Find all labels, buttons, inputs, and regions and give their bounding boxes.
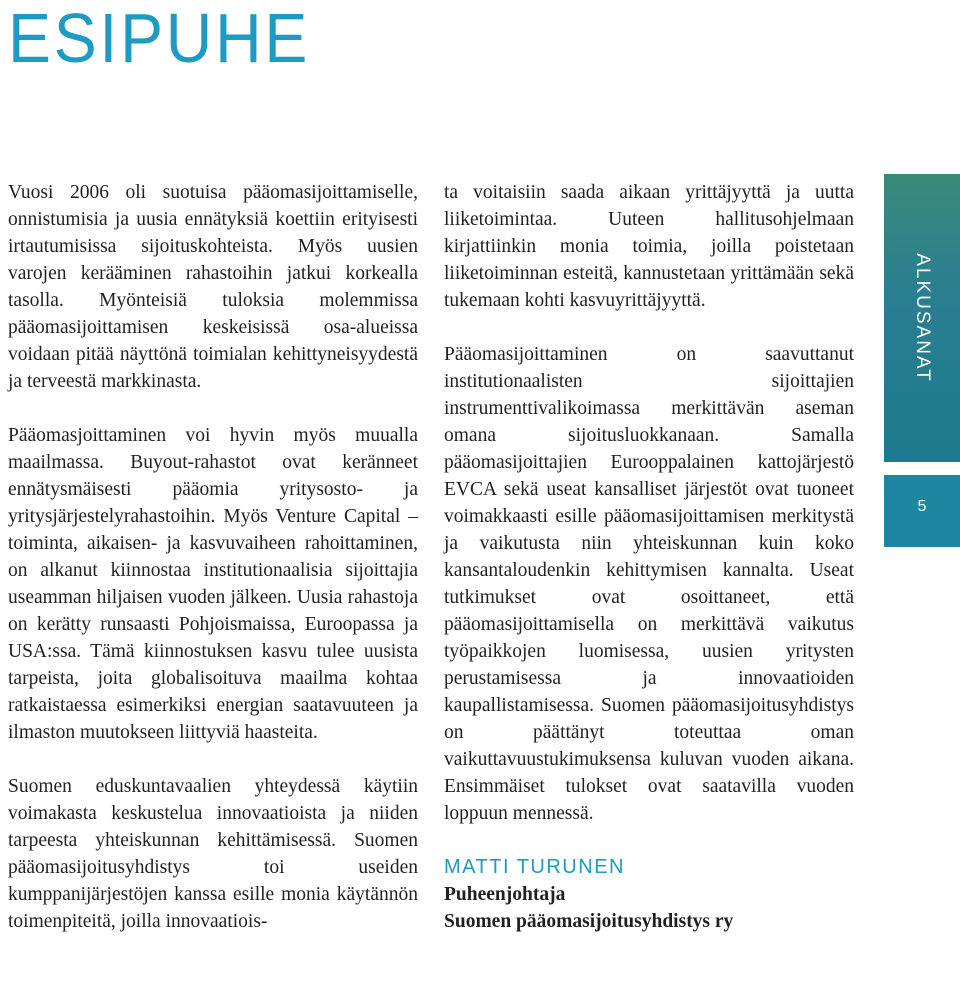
paragraph: Pääomasijoittaminen on saavuttanut institutionaalisten sijoittajien instrumenttivalikoimassa merkittävän aseman omana sijoitusluokkanaan. Samalla pääomasijoittajien Eurooppalainen kattojärjestö EVCA sekä useat kansalliset järjestöt ovat tuoneet voimakkaasti esille pääomasijoittamisen merkitystä ja vaikutusta niin yhteiskunnan kuin koko kansantaloudenkin kehittymisen kannalta. Useat tutkimukset ovat osoittaneet, että pääomasijoittamisella on merkittävä vaikutus työpaikkojen luomisessa, uusien yritysten perustamisessa ja innovaatioiden kaupallistamisessa. Suomen pääomasijoitusyhdistys on päättänyt toteuttaa oman vaikuttavuustukimuksensa kuluvan vuoden aikana. Ensimmäiset tulokset ovat saatavilla vuoden loppuun mennessä. [444,344,854,824]
page-title: ESIPUHE [8,0,311,77]
paragraph: Vuosi 2006 oli suotuisa pääomasijoittamiselle, onnistumisia ja uusia ennätyksiä koettiin erityisesti irtautumisissa sijoituskohteista. Myös uusien varojen kerääminen rahastoihin jatkui korkealla tasolla. Myönteisiä tuloksia molemmissa pääomasijoittamisen keskeisissä osa-alueissa voidaan pitää näyttönä toimialan kehittyneisyydestä ja terveestä markkinasta. [8,182,418,392]
author-role: Puheenjohtaja [444,884,566,905]
right-column [444,179,854,935]
paragraph: ta voitaisiin saada aikaan yrittäjyyttä ja uutta liiketoimintaa. Uuteen hallitusohjelmaan kirjattiinkin monia toimia, joilla poistetaan liiketoiminnan esteitä, kannustetaan yrittämään sekä tukemaan kohti kasvuyrittäjyyttä. [444,182,854,311]
left-column [8,179,418,935]
paragraph: Suomen eduskuntavaalien yhteydessä käytiin voimakasta keskustelua innovaatioista ja niiden tarpeesta yhteiskunnan kehittämisessä. Suomen pääomasijoitusyhdistys toi useiden kumppanijärjestöjen kanssa esille monia käytännön toimenpiteitä, joilla innovaatiois- [8,776,418,932]
author-name: MATTI TURUNEN [444,856,625,878]
section-tab-label: ALKUSANAT [912,253,933,383]
author-organization: Suomen pääomasijoitusyhdistys ry [444,911,734,932]
section-tab [884,174,960,462]
page-number: 5 [917,498,927,515]
page-number-box [884,475,960,547]
paragraph: Pääomasjoittaminen voi hyvin myös muualla maailmassa. Buyout-rahastot ovat keränneet ennätysmäisesti pääomia yritysosto- ja yritysjärjestelyrahastoihin. Myös Venture Capital – toiminta, aikaisen- ja kasvuvaiheen rahoittaminen, on alkanut kiinnostaa institutionaalisia sijoittajia useamman hiljaisen vuoden jälkeen. Uusia rahastoja on kerätty runsaasti Pohjoismaissa, Euroopassa ja USA:ssa. Tämä kiinnostuksen kasvu tulee uusista tarpeista, joita globalisoituva maailma kohtaa ratkaistaessa esimerkiksi energian saatavuuteen ja ilmaston muutokseen liittyviä haasteita. [8,425,418,743]
